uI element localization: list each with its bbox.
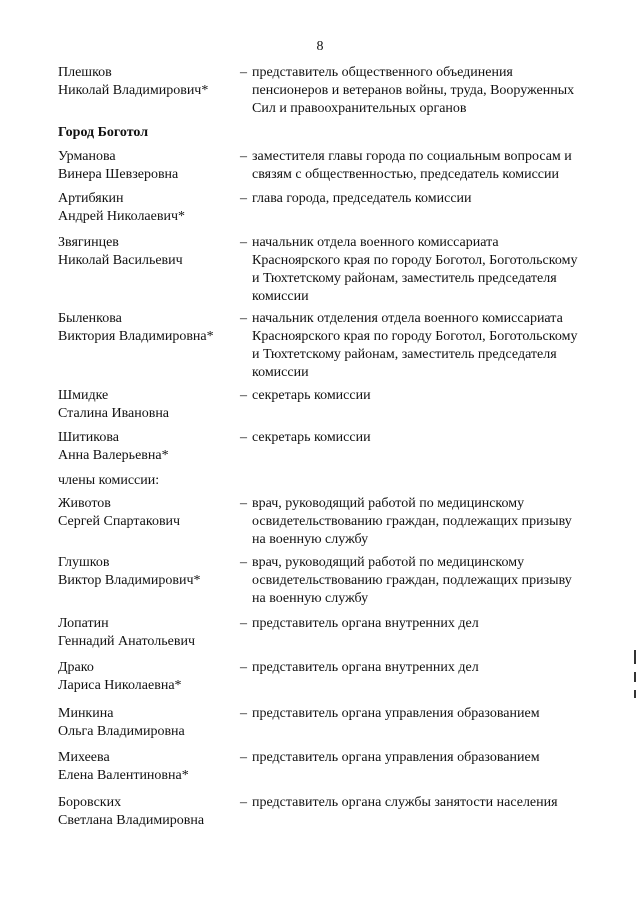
role-line: освидетельствованию граждан, подлежащих призыву (252, 514, 572, 529)
dash: – (240, 388, 247, 403)
dash: – (240, 706, 247, 721)
member-name (58, 705, 238, 741)
dash: – (240, 555, 247, 570)
member-given-names: Виктория Владимировна* (58, 329, 214, 344)
member-given-names: Андрей Николаевич* (58, 209, 185, 224)
section-title: Город Боготол (58, 125, 149, 140)
dash: – (240, 430, 247, 445)
member-name (58, 794, 238, 830)
dash: – (240, 149, 247, 164)
role-line: комиссии (252, 365, 309, 380)
member-surname: Артибякин (58, 191, 124, 206)
role-line: секретарь комиссии (252, 388, 371, 403)
member-role (252, 794, 602, 812)
dash: – (240, 235, 247, 250)
member-surname: Звягинцев (58, 235, 119, 250)
member-role (252, 749, 602, 767)
role-line: пенсионеров и ветеранов войны, труда, Вооруженных (252, 83, 575, 98)
role-line: начальник отделения отдела военного комиссариата (252, 311, 563, 326)
role-line: и Тюхтетскому районам, заместитель председателя (252, 271, 557, 286)
dash: – (240, 750, 247, 765)
dash: – (240, 311, 247, 326)
member-name (58, 659, 238, 695)
member-role (252, 64, 602, 118)
role-line: начальник отдела военного комиссариата (252, 235, 499, 250)
member-name (58, 429, 238, 465)
role-line: освидетельствованию граждан, подлежащих призыву (252, 573, 572, 588)
member-surname: Лопатин (58, 616, 109, 631)
member-given-names: Винера Шевзеровна (58, 167, 179, 182)
role-line: Красноярского края по городу Боготол, Боготольскому (252, 253, 578, 268)
member-name (58, 495, 238, 531)
role-line: Красноярского края по городу Боготол, Боготольскому (252, 329, 578, 344)
role-line: представитель органа службы занятости населения (252, 795, 558, 810)
role-line: представитель органа управления образованием (252, 706, 540, 721)
role-line: связям с общественностью, председатель комиссии (252, 167, 559, 182)
member-name (58, 148, 238, 184)
role-line: представитель органа внутренних дел (252, 660, 479, 675)
scan-edge-mark (634, 690, 636, 698)
member-role (252, 615, 602, 633)
member-name (58, 615, 238, 651)
member-surname: Животов (58, 496, 111, 511)
member-role (252, 495, 602, 549)
member-role (252, 429, 602, 447)
role-line: на военную службу (252, 591, 369, 606)
member-surname: Драко (58, 660, 94, 675)
member-role (252, 148, 602, 184)
dash: – (240, 65, 247, 80)
role-line: врач, руководящий работой по медицинскому (252, 555, 525, 570)
role-line: представитель общественного объединения (252, 65, 513, 80)
member-role (252, 234, 602, 306)
role-line: врач, руководящий работой по медицинскому (252, 496, 525, 511)
member-given-names: Ольга Владимировна (58, 724, 185, 739)
member-name (58, 749, 238, 785)
member-surname: Шитикова (58, 430, 119, 445)
role-line: и Тюхтетскому районам, заместитель председателя (252, 347, 557, 362)
member-surname: Боровских (58, 795, 122, 810)
role-line: Сил и правоохранительных органов (252, 101, 467, 116)
member-role (252, 554, 602, 608)
member-given-names: Сталина Ивановна (58, 406, 170, 421)
member-role (252, 387, 602, 405)
scan-edge-mark (634, 650, 636, 664)
page-number: 8 (316, 39, 324, 54)
member-role (252, 310, 602, 382)
scan-edge-mark (634, 672, 636, 682)
role-line: глава города, председатель комиссии (252, 191, 472, 206)
member-name (58, 554, 238, 590)
member-given-names: Геннадий Анатольевич (58, 634, 195, 649)
role-line: представитель органа внутренних дел (252, 616, 479, 631)
dash: – (240, 660, 247, 675)
member-surname: Плешков (58, 65, 112, 80)
member-given-names: Николай Васильевич (58, 253, 183, 268)
member-given-names: Светлана Владимировна (58, 813, 205, 828)
members-label: члены комиссии: (58, 473, 160, 488)
role-line: заместителя главы города по социальным вопросам и (252, 149, 572, 164)
dash: – (240, 616, 247, 631)
member-surname: Глушков (58, 555, 110, 570)
member-name (58, 387, 238, 423)
role-line: на военную службу (252, 532, 369, 547)
role-line: представитель органа управления образованием (252, 750, 540, 765)
dash: – (240, 795, 247, 810)
member-given-names: Лариса Николаевна* (58, 678, 182, 693)
dash: – (240, 496, 247, 511)
role-line: комиссии (252, 289, 309, 304)
member-name (58, 190, 238, 226)
member-surname: Минкина (58, 706, 114, 721)
member-role (252, 659, 602, 677)
member-name (58, 234, 238, 270)
member-surname: Шмидке (58, 388, 109, 403)
member-surname: Михеева (58, 750, 110, 765)
member-surname: Быленкова (58, 311, 122, 326)
member-role (252, 190, 602, 208)
dash: – (240, 191, 247, 206)
member-given-names: Виктор Владимирович* (58, 573, 201, 588)
member-given-names: Сергей Спартакович (58, 514, 181, 529)
member-given-names: Николай Владимирович* (58, 83, 209, 98)
member-role (252, 705, 602, 723)
member-given-names: Анна Валерьевна* (58, 448, 169, 463)
member-name (58, 310, 238, 346)
role-line: секретарь комиссии (252, 430, 371, 445)
member-given-names: Елена Валентиновна* (58, 768, 189, 783)
member-name (58, 64, 238, 100)
member-surname: Урманова (58, 149, 116, 164)
